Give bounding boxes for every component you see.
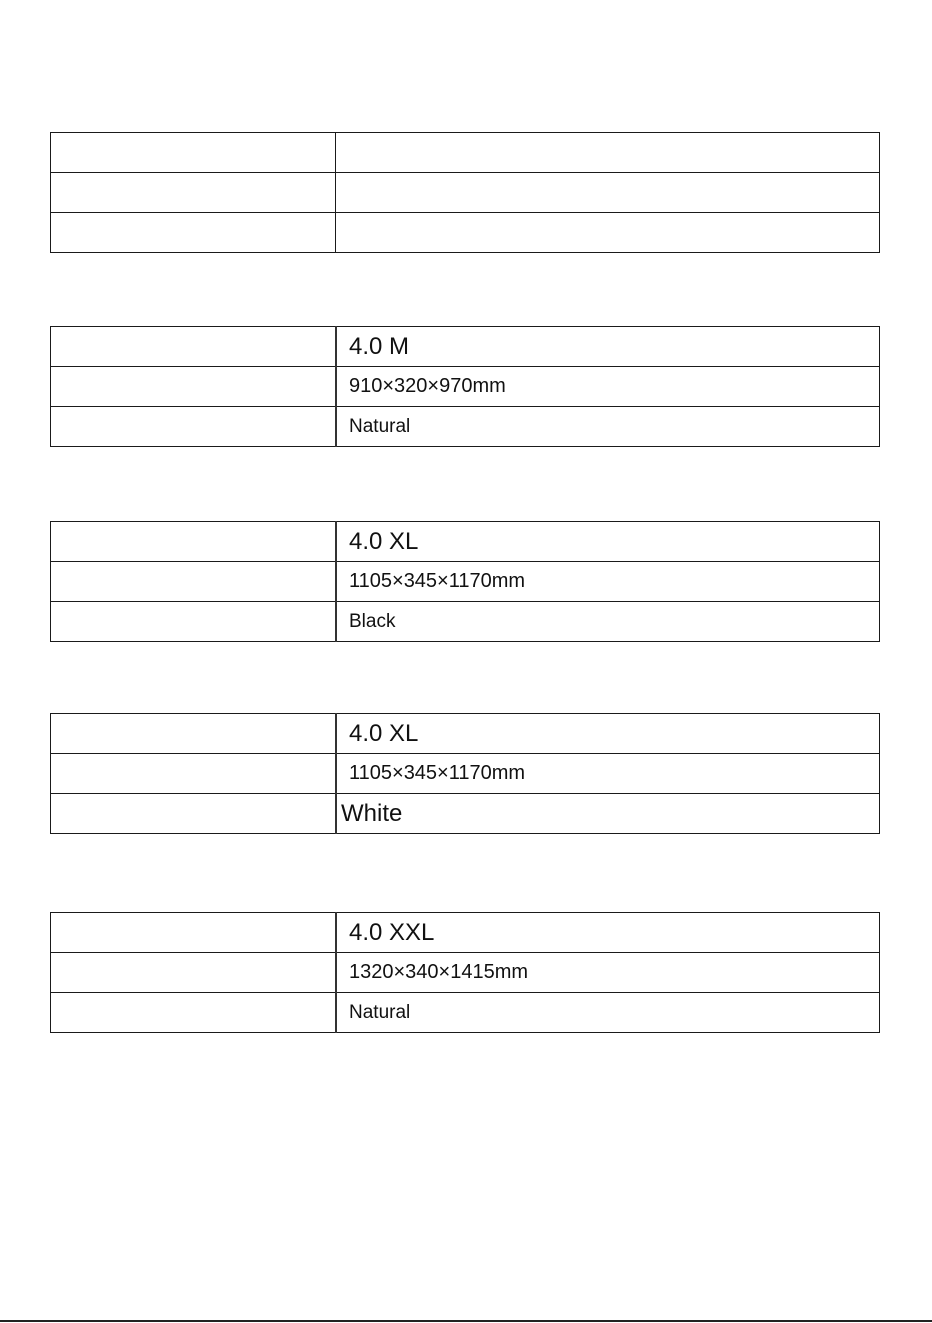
row-value — [336, 133, 880, 173]
color-value: Natural — [336, 407, 880, 447]
table-row — [51, 407, 880, 447]
size-value: 1320×340×1415mm — [336, 953, 880, 993]
row-label — [51, 407, 337, 447]
spec-table-2 — [50, 326, 880, 447]
size-value: 1105×345×1170mm — [336, 754, 880, 794]
model-value: 4.0 XL — [336, 522, 880, 562]
row-label — [51, 173, 336, 213]
table-row — [51, 714, 880, 754]
row-value — [336, 173, 880, 213]
row-label — [51, 993, 337, 1033]
model-value: 4.0 M — [336, 327, 880, 367]
row-label — [51, 913, 337, 953]
row-label — [51, 953, 337, 993]
table-row — [51, 367, 880, 407]
color-value: Black — [336, 602, 880, 642]
footer-divider — [0, 1320, 932, 1322]
color-value: White — [336, 794, 880, 834]
row-label — [51, 794, 337, 834]
spec-table-4 — [50, 713, 880, 834]
row-value — [336, 213, 880, 253]
table-row — [51, 173, 880, 213]
row-label — [51, 754, 337, 794]
row-label — [51, 133, 336, 173]
spec-table-3 — [50, 521, 880, 642]
row-label — [51, 562, 337, 602]
color-value: Natural — [336, 993, 880, 1033]
model-value: 4.0 XL — [336, 714, 880, 754]
table-row — [51, 953, 880, 993]
table-row — [51, 602, 880, 642]
row-label — [51, 327, 337, 367]
size-value: 910×320×970mm — [336, 367, 880, 407]
table-row — [51, 213, 880, 253]
table-row — [51, 754, 880, 794]
row-label — [51, 367, 337, 407]
spec-table-1 — [50, 132, 880, 253]
table-row — [51, 794, 880, 834]
spec-table-5 — [50, 912, 880, 1033]
size-value: 1105×345×1170mm — [336, 562, 880, 602]
table-row — [51, 327, 880, 367]
row-label — [51, 602, 337, 642]
row-label — [51, 714, 337, 754]
table-row — [51, 562, 880, 602]
model-value: 4.0 XXL — [336, 913, 880, 953]
table-row — [51, 522, 880, 562]
table-row — [51, 913, 880, 953]
table-row — [51, 993, 880, 1033]
table-row — [51, 133, 880, 173]
row-label — [51, 213, 336, 253]
row-label — [51, 522, 337, 562]
